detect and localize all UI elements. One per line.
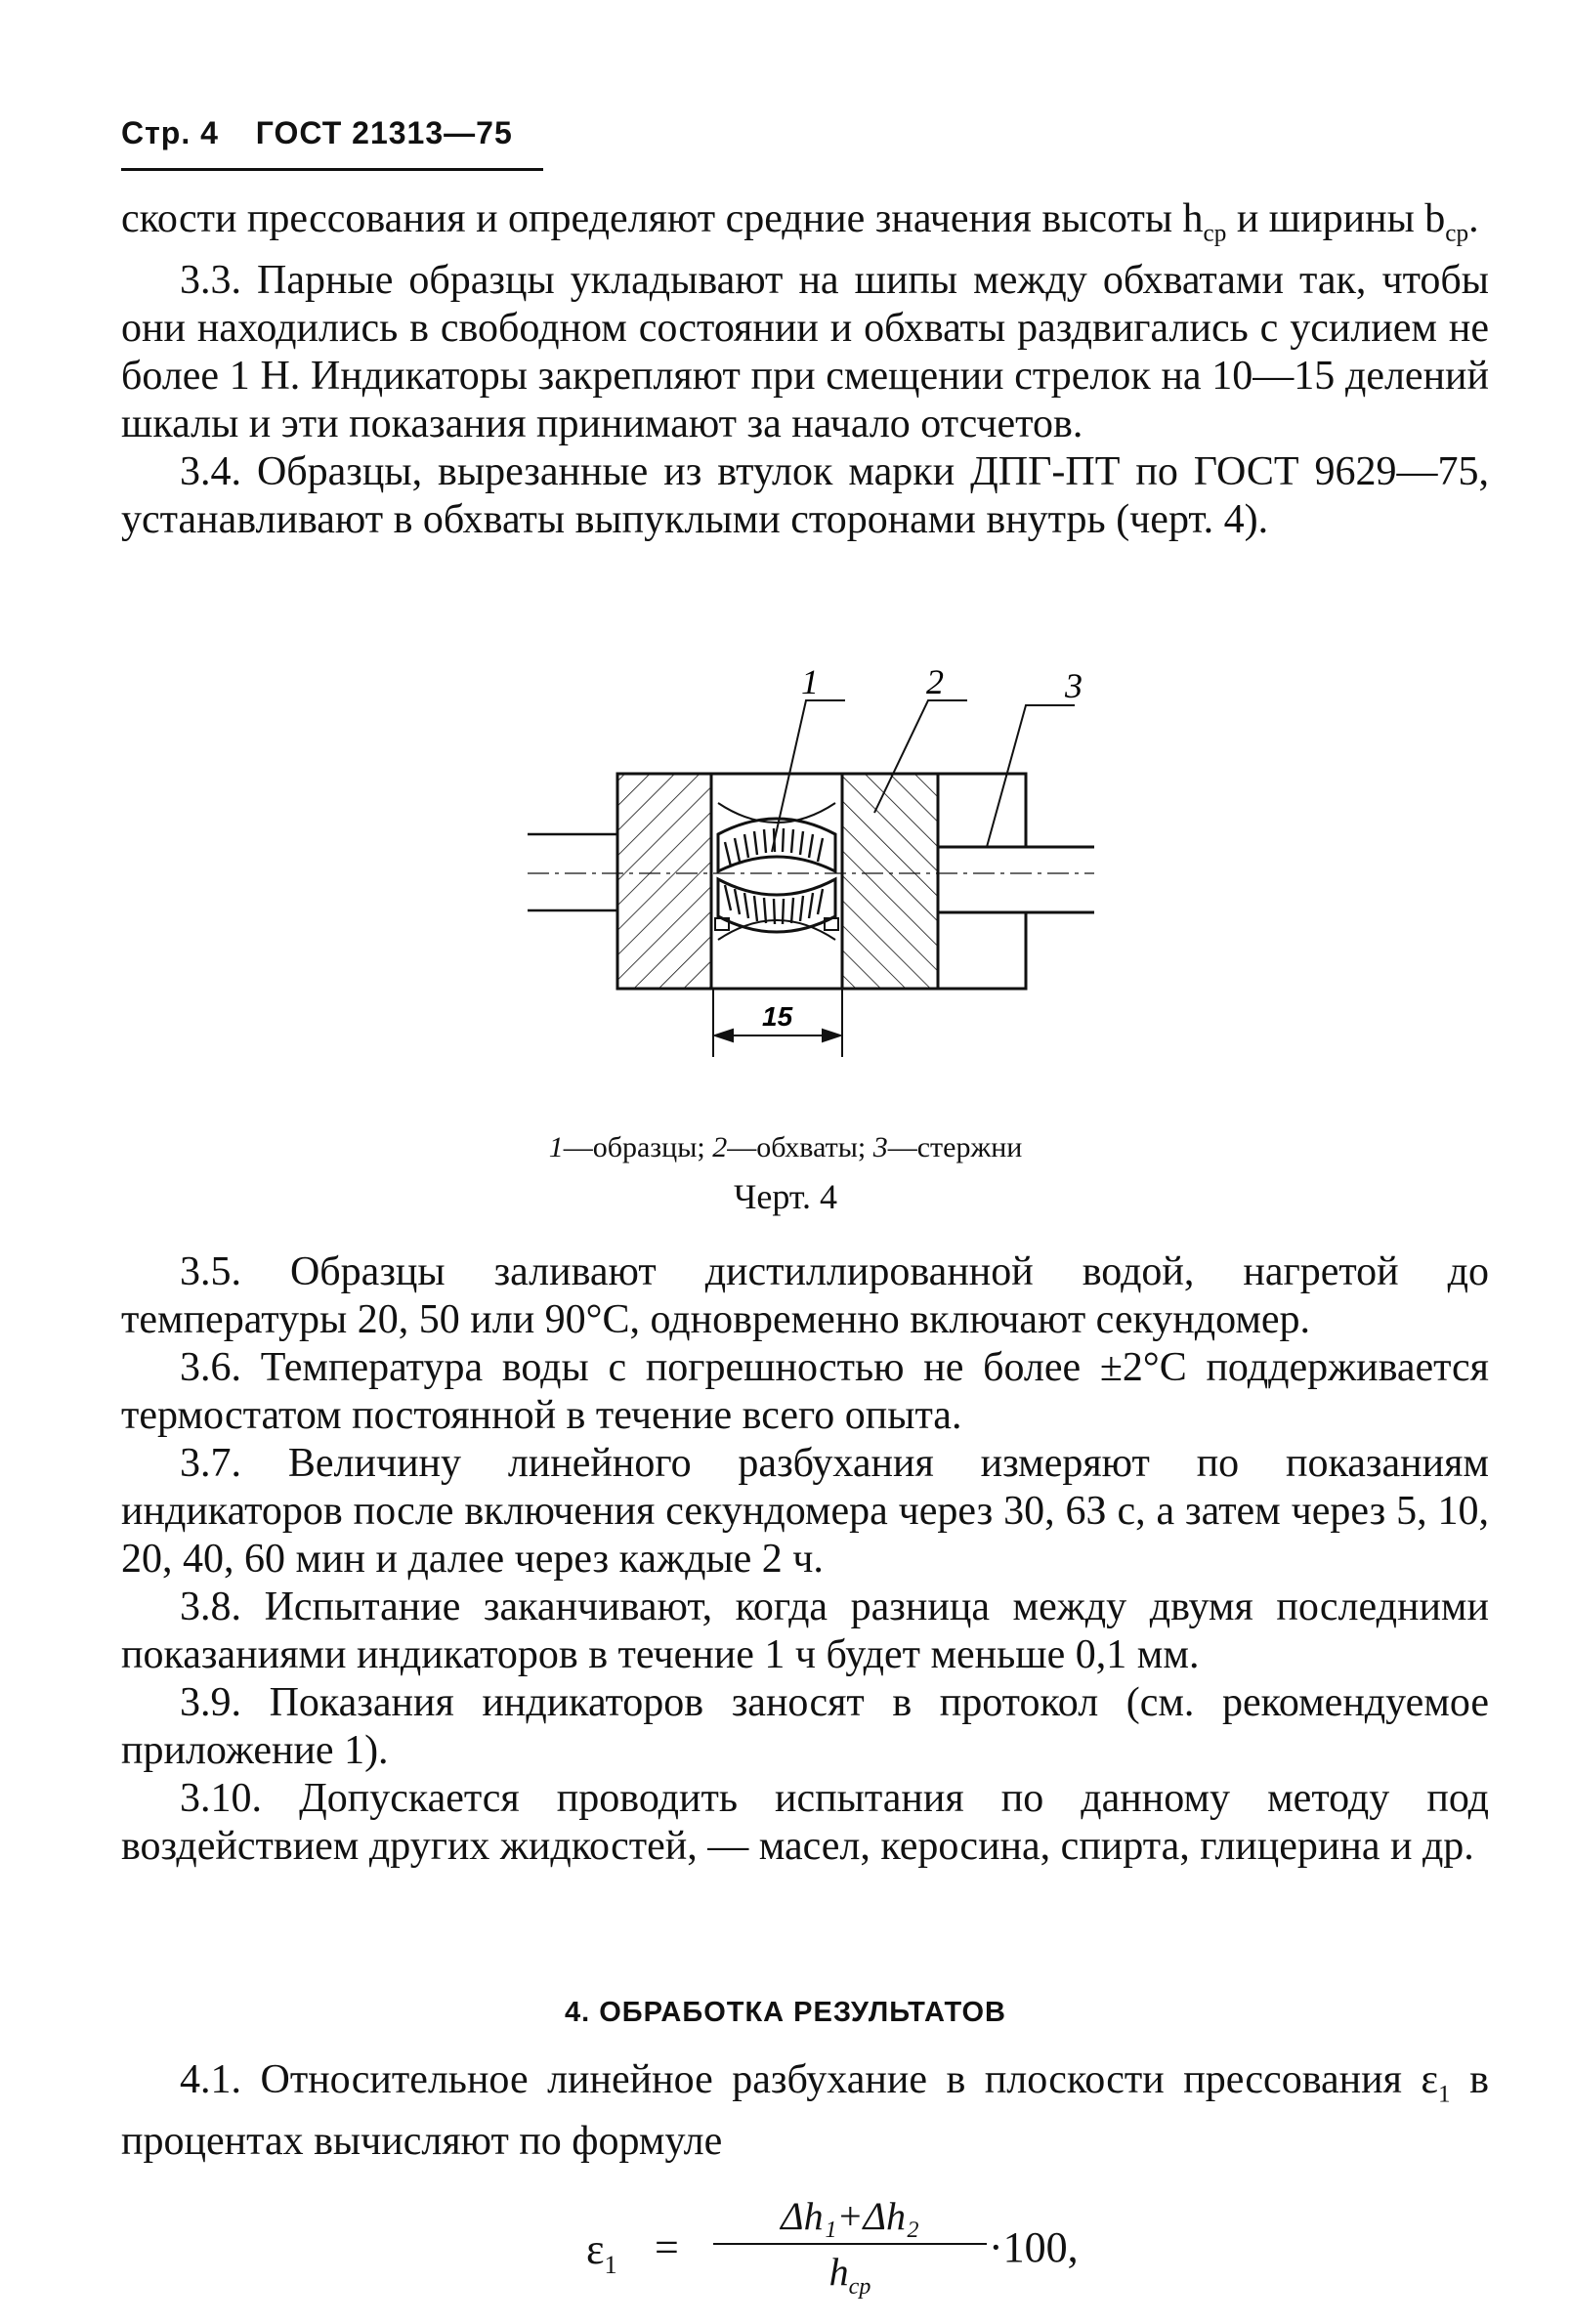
paragraph-3-7: 3.7. Величину линейного разбухания измеряют по показаниям индикаторов после включения секундомера через 30, 6З с, а затем через 5, 10, 20, 40, 60 мин и далее через каждые 2 ч. — [121, 1441, 1489, 1582]
right-frame — [938, 774, 1026, 989]
standard-number: ГОСТ 21313—75 — [255, 115, 513, 150]
formula-equals: = — [655, 2223, 679, 2271]
paragraph-3-4: 3.4. Образцы, вырезанные из втулок марки ДПГ-ПТ по ГОСТ 9629—75, устанавливают в обхваты выпуклыми сторонами внутрь (черт. 4). — [121, 449, 1489, 543]
paragraph-continuation: скости прессования и определяют средние значения высоты $h_{ср}$ и ширины $b_{ср}$. — [121, 196, 1479, 247]
section-4-title: 4. ОБРАБОТКА РЕЗУЛЬТАТОВ — [564, 1997, 1007, 2028]
figure-title: Черт. 4 — [734, 1177, 837, 1216]
left-clamp — [617, 774, 711, 989]
dimension-label: 15 — [762, 1001, 793, 1032]
paragraph-3-3: 3.3. Парные образцы укладывают на шипы между обхватами так, чтобы они находились в свободном состоянии и обхваты раздвигались с усилием не более 1 Н. Индикаторы закрепляют при смещении стрелок на 10—15 делений шкалы и эти показания принимают за начало отсчетов. — [121, 258, 1489, 447]
left-rod — [528, 834, 617, 910]
paragraph-3-9: 3.9. Показания индикаторов заносят в протокол (см. рекомендуемое приложение 1). — [121, 1680, 1489, 1773]
callout-3: 3 — [1065, 666, 1083, 705]
drawing-4 — [508, 666, 1114, 1116]
formula — [586, 2193, 1172, 2310]
paragraph-3-5: 3.5. Образцы заливают дистиллированной водой, нагретой до температуры 20, 50 или 90°С, одновременно включают секундомер. — [121, 1249, 1489, 1342]
formula-fraction — [713, 2193, 987, 2301]
text-block-bottom — [121, 2056, 1489, 2166]
figure-caption: 1—образцы; 2—обхваты; 3—стержни — [548, 1131, 1023, 1163]
right-clamp — [842, 774, 938, 989]
callout-2: 2 — [926, 666, 944, 701]
text-block-middle — [121, 1248, 1489, 1871]
paragraph-3-8: 3.8. Испытание заканчивают, когда разница между двумя последними показаниями индикаторов в течение 1 ч будет меньше 0,1 мм. — [121, 1585, 1489, 1677]
paragraph-4-1: 4.1. Относительное линейное разбухание в плоскости прессования $\varepsilon_1$ в процентах вычисляют по формуле — [121, 2057, 1489, 2165]
formula-numerator: Δh₁+Δh₂ — [781, 2194, 919, 2238]
formula-lhs: $\varepsilon_1$ — [586, 2225, 617, 2279]
samples — [715, 803, 838, 940]
paragraph-3-6: 3.6. Температура воды с погрешностью не более ±2°С поддерживается термостатом постоянной в течение всего опыта. — [121, 1345, 1489, 1438]
formula-denominator: $h_{ср}$ — [828, 2250, 871, 2300]
page-header — [121, 115, 513, 151]
paragraph-3-10: 3.10. Допускается проводить испытания по данному методу под воздействием других жидкостей, — масел, керосина, спирта, глицерина и др. — [121, 1776, 1489, 1869]
fraction-bar — [713, 2243, 987, 2245]
header-rule — [121, 168, 543, 171]
formula-tail: ·100, — [989, 2223, 1079, 2271]
page-number: Стр. 4 — [121, 115, 219, 150]
right-rod — [938, 847, 1094, 912]
callout-1: 1 — [801, 666, 819, 701]
text-block-top — [121, 195, 1489, 544]
